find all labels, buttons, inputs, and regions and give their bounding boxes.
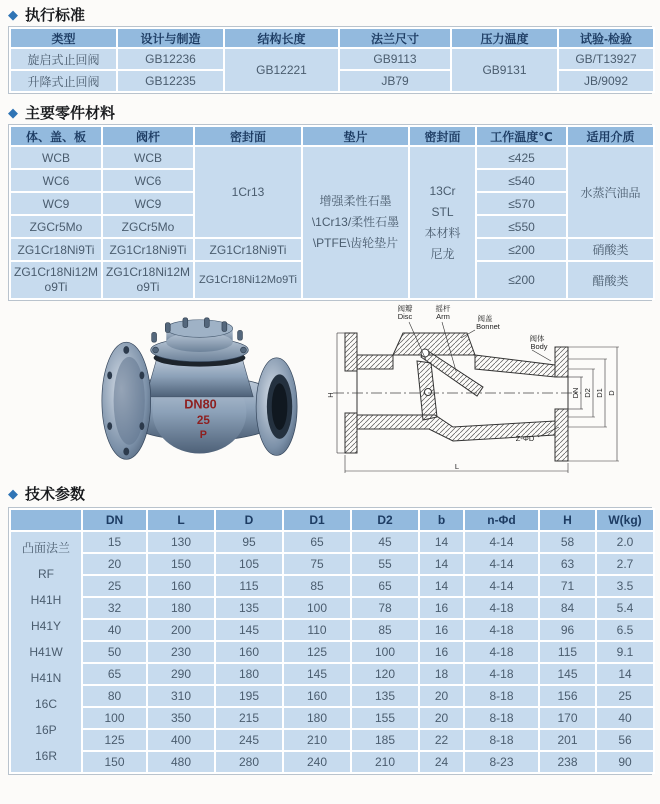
media-cell: 醋酸类 — [567, 261, 654, 299]
col-header: L — [147, 509, 215, 531]
param-cell: 4-18 — [464, 619, 539, 641]
diamond-icon: ◆ — [8, 6, 18, 22]
dimension-lines — [337, 333, 619, 473]
material-cell: WCB — [10, 146, 102, 169]
table-row — [10, 619, 654, 641]
param-cell: 14 — [419, 575, 464, 597]
arm-label-en: Arm — [436, 312, 450, 321]
col-header: H — [539, 509, 596, 531]
param-cell: 6.5 — [596, 619, 654, 641]
material-cell: WC9 — [102, 192, 194, 215]
param-cell: 2.0 — [596, 531, 654, 553]
flange-type-line: RF — [38, 567, 54, 581]
body-label-cn: 阀体 — [529, 334, 545, 343]
valve-type-cell: 升降式止回阀 — [10, 70, 117, 92]
material-cell: ZG1Cr18Ni12Mo9Ti — [194, 261, 302, 299]
param-cell: 85 — [283, 575, 351, 597]
flange-type-line: 16P — [35, 723, 57, 737]
col-header: 设计与制造 — [117, 28, 224, 48]
col-header: 工作温度℃ — [476, 126, 567, 146]
param-cell: 245 — [215, 729, 283, 751]
param-cell: 230 — [147, 641, 215, 663]
param-cell: 100 — [351, 641, 419, 663]
cell-line: \PTFE\齿轮垫片 — [312, 236, 399, 250]
params-table-wrap — [8, 507, 652, 775]
flange-type-line: H41H — [30, 593, 62, 607]
dim-dn-label: DN — [571, 387, 580, 399]
param-cell: 145 — [215, 619, 283, 641]
material-cell: ZG1Cr18Ni9Ti — [10, 238, 102, 261]
temp-cell: ≤570 — [476, 192, 567, 215]
params-tbody — [10, 531, 654, 773]
temp-cell: ≤200 — [476, 238, 567, 261]
param-cell: 25 — [82, 575, 147, 597]
pipe-wall-top-right — [475, 355, 555, 377]
param-cell: 4-14 — [464, 575, 539, 597]
right-flange-bore-inner — [271, 383, 287, 430]
table-header-row — [10, 28, 654, 48]
param-cell: 8-18 — [464, 685, 539, 707]
mark-pn: 25 — [196, 414, 210, 428]
valve-diagram — [320, 303, 650, 479]
param-cell: 155 — [351, 707, 419, 729]
col-header: D — [215, 509, 283, 531]
param-cell: 310 — [147, 685, 215, 707]
std-cell: GB9131 — [451, 48, 558, 92]
flange-type-line: 16R — [34, 749, 57, 763]
param-cell: 145 — [539, 663, 596, 685]
std-cell: GB9113 — [339, 48, 451, 70]
col-header — [10, 509, 82, 531]
param-cell: 115 — [215, 575, 283, 597]
dim-d1-label: D1 — [595, 388, 604, 398]
table-header-row — [10, 509, 654, 531]
param-cell: 9.1 — [596, 641, 654, 663]
dim-l-label: L — [454, 462, 460, 471]
std-cell: JB/9092 — [558, 70, 654, 92]
param-cell: 3.5 — [596, 575, 654, 597]
param-cell: 150 — [82, 751, 147, 773]
param-cell: 16 — [419, 641, 464, 663]
param-cell: 210 — [351, 751, 419, 773]
param-cell: 96 — [539, 619, 596, 641]
images-row — [8, 305, 652, 477]
table-row — [10, 641, 654, 663]
section-title-text: 执行标准 — [25, 6, 86, 24]
param-cell: 4-18 — [464, 663, 539, 685]
material-cell: ZG1Cr18Ni12Mo9Ti — [102, 261, 194, 299]
cell-line: STL — [431, 204, 454, 219]
param-cell: 50 — [82, 641, 147, 663]
col-header: 密封面 — [409, 126, 476, 146]
valve-photo — [97, 307, 302, 475]
param-cell: 84 — [539, 597, 596, 619]
col-header: 类型 — [10, 28, 117, 48]
material-cell: WC9 — [10, 192, 102, 215]
material-cell: WC6 — [10, 169, 102, 192]
table-row — [10, 48, 654, 70]
bonnet-label-cn: 阀盖 — [477, 314, 493, 323]
param-cell: 40 — [596, 707, 654, 729]
param-cell: 480 — [147, 751, 215, 773]
param-cell: 16 — [419, 597, 464, 619]
table-row — [10, 531, 654, 553]
temp-cell: ≤550 — [476, 215, 567, 238]
params-section-title — [8, 483, 652, 503]
disc-label-en: Disc — [397, 312, 413, 321]
disc-label-cn: 阀瓣 — [397, 304, 413, 313]
cell-line: 13Cr — [429, 183, 456, 198]
param-cell: 45 — [351, 531, 419, 553]
table-row — [10, 707, 654, 729]
param-cell: 350 — [147, 707, 215, 729]
param-cell: 180 — [283, 707, 351, 729]
param-cell: 201 — [539, 729, 596, 751]
cell-line: \1Cr13/柔性石墨 — [311, 215, 400, 229]
col-header: 垫片 — [302, 126, 409, 146]
arm-label-cn: 摇杆 — [435, 304, 451, 313]
material-cell: WC6 — [102, 169, 194, 192]
param-cell: 150 — [147, 553, 215, 575]
standards-table-wrap — [8, 26, 652, 94]
param-cell: 20 — [82, 553, 147, 575]
param-cell: 115 — [539, 641, 596, 663]
table-header-row — [10, 126, 654, 146]
material-cell: ZG1Cr18Ni9Ti — [102, 238, 194, 261]
col-header: b — [419, 509, 464, 531]
param-cell: 100 — [283, 597, 351, 619]
materials-table — [9, 125, 655, 300]
param-cell: 4-18 — [464, 597, 539, 619]
table-row — [10, 575, 654, 597]
table-row — [10, 663, 654, 685]
param-cell: 125 — [283, 641, 351, 663]
param-cell: 185 — [351, 729, 419, 751]
body-label-en: Body — [530, 342, 548, 351]
param-cell: 238 — [539, 751, 596, 773]
param-cell: 4-14 — [464, 553, 539, 575]
media-cell: 水蒸汽油品 — [567, 146, 654, 238]
param-cell: 85 — [351, 619, 419, 641]
left-flange-section — [345, 333, 357, 371]
param-cell: 215 — [215, 707, 283, 729]
param-cell: 110 — [283, 619, 351, 641]
param-cell: 280 — [215, 751, 283, 773]
param-cell: 18 — [419, 663, 464, 685]
param-cell: 2.7 — [596, 553, 654, 575]
valve-diagram-box — [320, 303, 652, 479]
flange-type-line: H41W — [29, 645, 63, 659]
param-cell: 4-18 — [464, 641, 539, 663]
seal2-cell — [409, 146, 476, 299]
param-cell: 195 — [215, 685, 283, 707]
pipe-wall-top-left — [357, 355, 393, 369]
dim-h-label: H — [326, 392, 335, 398]
param-cell: 130 — [147, 531, 215, 553]
param-cell: 20 — [419, 685, 464, 707]
diamond-icon: ◆ — [8, 104, 18, 120]
flange-type-line: 16C — [34, 697, 57, 711]
param-cell: 145 — [283, 663, 351, 685]
col-header: 压力温度 — [451, 28, 558, 48]
temp-cell: ≤200 — [476, 261, 567, 299]
standards-table — [9, 27, 655, 93]
dim-d2-label: D2 — [583, 388, 592, 398]
param-cell: 55 — [351, 553, 419, 575]
param-cell: 14 — [419, 553, 464, 575]
bolt-dim-label: Z-ΦD — [515, 434, 535, 443]
param-cell: 210 — [283, 729, 351, 751]
param-cell: 65 — [283, 531, 351, 553]
col-header: n-Φd — [464, 509, 539, 531]
table-row — [10, 597, 654, 619]
valve-photo-box — [8, 307, 320, 475]
param-cell: 8-18 — [464, 707, 539, 729]
material-cell: WCB — [102, 146, 194, 169]
param-cell: 8-23 — [464, 751, 539, 773]
param-cell: 200 — [147, 619, 215, 641]
media-cell: 硝酸类 — [567, 238, 654, 261]
param-cell: 75 — [283, 553, 351, 575]
material-cell: 1Cr13 — [194, 146, 302, 238]
flange-type-line: 凸面法兰 — [21, 541, 70, 555]
temp-cell: ≤540 — [476, 169, 567, 192]
param-cell: 290 — [147, 663, 215, 685]
section-title-text: 技术参数 — [25, 485, 86, 503]
col-header: 适用介质 — [567, 126, 654, 146]
table-row — [10, 751, 654, 773]
bonnet-label-en: Bonnet — [476, 322, 500, 331]
param-cell: 65 — [82, 663, 147, 685]
param-cell: 71 — [539, 575, 596, 597]
param-cell: 20 — [419, 707, 464, 729]
right-flange-section — [555, 409, 568, 461]
param-cell: 120 — [351, 663, 419, 685]
standards-section-title — [8, 4, 652, 24]
param-cell: 16 — [419, 619, 464, 641]
param-cell: 80 — [82, 685, 147, 707]
param-cell: 24 — [419, 751, 464, 773]
param-cell: 40 — [82, 619, 147, 641]
cell-line: 增强柔性石墨 — [319, 194, 392, 208]
std-cell: GB12221 — [224, 48, 339, 92]
param-cell: 160 — [147, 575, 215, 597]
left-flange-hub — [113, 357, 144, 445]
col-header: 结构长度 — [224, 28, 339, 48]
gasket-cell — [302, 146, 409, 299]
param-cell: 95 — [215, 531, 283, 553]
col-header: 试验-检验 — [558, 28, 654, 48]
col-header: 密封面 — [194, 126, 302, 146]
param-cell: 180 — [215, 663, 283, 685]
param-cell: 65 — [351, 575, 419, 597]
material-cell: ZG1Cr18Ni12Mo9Ti — [10, 261, 102, 299]
col-header: D1 — [283, 509, 351, 531]
param-cell: 14 — [419, 531, 464, 553]
param-cell: 100 — [82, 707, 147, 729]
flange-type-line: H41N — [30, 671, 62, 685]
param-cell: 22 — [419, 729, 464, 751]
materials-table-wrap — [8, 124, 652, 301]
col-header: W(kg) — [596, 509, 654, 531]
temp-cell: ≤425 — [476, 146, 567, 169]
col-header: DN — [82, 509, 147, 531]
col-header: 法兰尺寸 — [339, 28, 451, 48]
cell-line: 本材料 — [424, 225, 461, 240]
diamond-icon: ◆ — [8, 485, 18, 501]
param-cell: 32 — [82, 597, 147, 619]
param-cell: 25 — [596, 685, 654, 707]
table-row — [10, 729, 654, 751]
left-flange-section — [345, 413, 357, 453]
table-row — [10, 685, 654, 707]
cell-line: 尼龙 — [430, 246, 455, 261]
param-cell: 160 — [283, 685, 351, 707]
param-cell: 58 — [539, 531, 596, 553]
param-cell: 4-14 — [464, 531, 539, 553]
section-title-text: 主要零件材料 — [25, 104, 116, 122]
valve-type-cell: 旋启式止回阀 — [10, 48, 117, 70]
param-cell: 14 — [596, 663, 654, 685]
dim-d-label: D — [607, 390, 616, 396]
std-cell: GB/T13927 — [558, 48, 654, 70]
param-cell: 160 — [215, 641, 283, 663]
table-row — [10, 146, 654, 169]
param-cell: 56 — [596, 729, 654, 751]
col-header: 阀杆 — [102, 126, 194, 146]
mark-p: P — [199, 428, 207, 441]
param-cell: 8-18 — [464, 729, 539, 751]
params-table — [9, 508, 655, 774]
param-cell: 135 — [215, 597, 283, 619]
material-cell: ZG1Cr18Ni9Ti — [194, 238, 302, 261]
std-cell: GB12235 — [117, 70, 224, 92]
param-cell: 15 — [82, 531, 147, 553]
mark-dn: DN80 — [183, 397, 217, 412]
materials-section-title — [8, 102, 652, 122]
param-cell: 63 — [539, 553, 596, 575]
col-header: 体、盖、板 — [10, 126, 102, 146]
std-cell: GB12236 — [117, 48, 224, 70]
param-cell: 78 — [351, 597, 419, 619]
bonnet-section — [393, 333, 475, 355]
param-cell: 105 — [215, 553, 283, 575]
param-cell: 125 — [82, 729, 147, 751]
table-row — [10, 553, 654, 575]
param-cell: 90 — [596, 751, 654, 773]
param-cell: 400 — [147, 729, 215, 751]
flange-type-line: H41Y — [30, 619, 62, 633]
param-cell: 5.4 — [596, 597, 654, 619]
material-cell: ZGCr5Mo — [10, 215, 102, 238]
param-cell: 156 — [539, 685, 596, 707]
std-cell: JB79 — [339, 70, 451, 92]
param-cell: 170 — [539, 707, 596, 729]
flange-type-cell — [10, 531, 82, 773]
param-cell: 135 — [351, 685, 419, 707]
param-cell: 240 — [283, 751, 351, 773]
param-cell: 180 — [147, 597, 215, 619]
col-header: D2 — [351, 509, 419, 531]
material-cell: ZGCr5Mo — [102, 215, 194, 238]
right-flange-section — [555, 347, 568, 377]
